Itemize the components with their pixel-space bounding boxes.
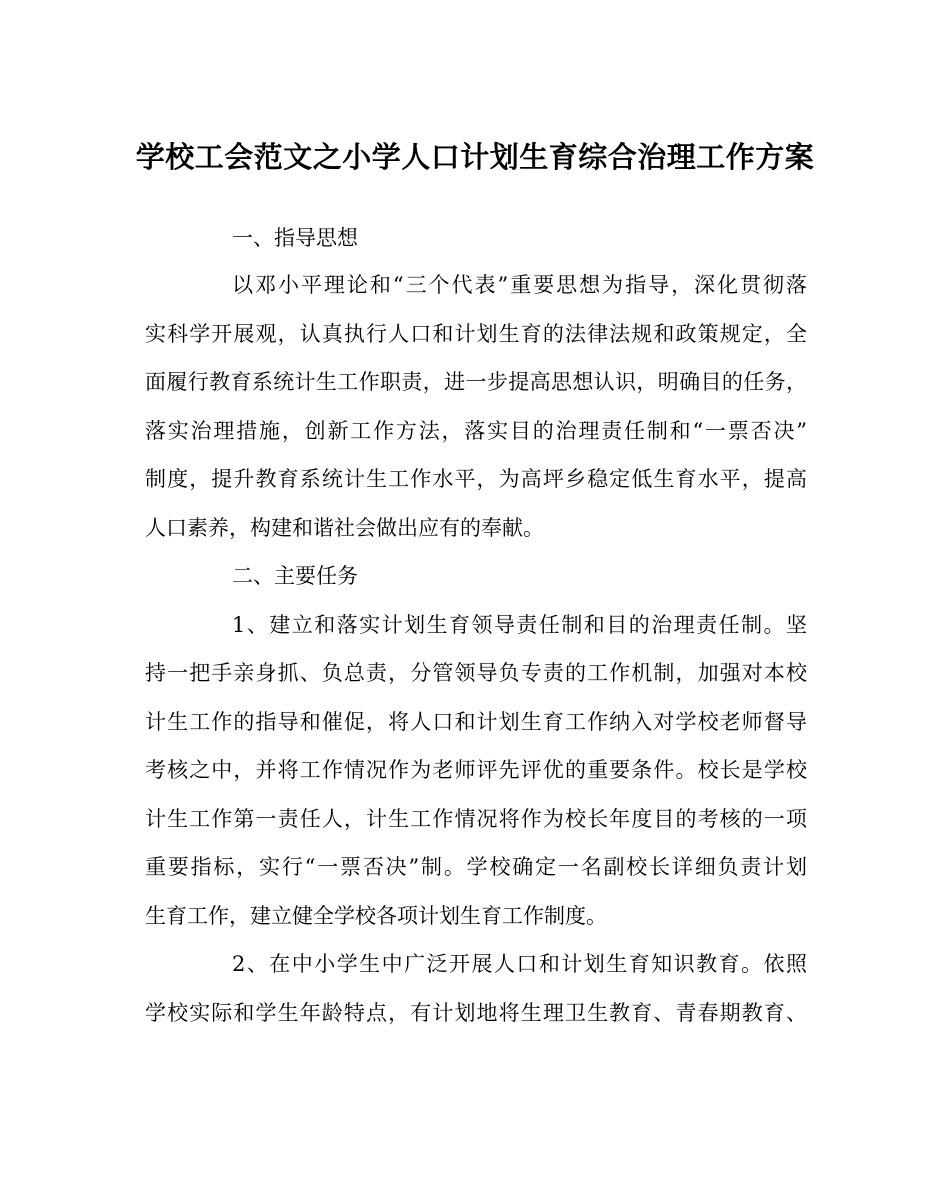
paragraph-line: 制度，提升教育系统计生工作水平，为高坪乡稳定低生育水平，提高 bbox=[145, 467, 807, 491]
paragraph-line: 实科学开展观，认真执行人口和计划生育的法律法规和政策规定，全 bbox=[145, 322, 807, 346]
paragraph-line: 面履行教育系统计生工作职责，进一步提高思想认识，明确目的任务， bbox=[145, 370, 807, 394]
paragraph-line: 计生工作第一责任人，计生工作情况将作为校长年度目的考核的一项 bbox=[145, 807, 807, 831]
section-heading-guiding-ideology: 一、指导思想 bbox=[232, 226, 358, 250]
paragraph-line: 学校实际和学生年龄特点，有计划地将生理卫生教育、青春期教育、 bbox=[145, 1001, 807, 1025]
paragraph-line: 计生工作的指导和催促，将人口和计划生育工作纳入对学校老师督导 bbox=[145, 710, 807, 734]
paragraph-line: 2、在中小学生中广泛开展人口和计划生育知识教育。依照 bbox=[232, 952, 807, 976]
paragraph-line: 持一把手亲身抓、负总责，分管领导负专责的工作机制，加强对本校 bbox=[145, 661, 807, 685]
paragraph-line: 考核之中，并将工作情况作为老师评先评优的重要条件。校长是学校 bbox=[145, 758, 807, 782]
paragraph-line: 以邓小平理论和“三个代表”重要思想为指导，深化贯彻落 bbox=[232, 273, 807, 297]
paragraph-line: 人口素养，构建和谐社会做出应有的奉献。 bbox=[145, 516, 544, 540]
section-heading-main-tasks: 二、主要任务 bbox=[232, 564, 358, 588]
paragraph-line: 重要指标，实行“一票否决”制。学校确定一名副校长详细负责计划 bbox=[145, 855, 807, 879]
paragraph-line: 落实治理措施，创新工作方法，落实目的治理责任制和“一票否决” bbox=[145, 419, 807, 443]
paragraph-line: 生育工作，建立健全学校各项计划生育工作制度。 bbox=[145, 904, 607, 928]
paragraph-line: 1、建立和落实计划生育领导责任制和目的治理责任制。坚 bbox=[232, 613, 807, 637]
document-title: 学校工会范文之小学人口计划生育综合治理工作方案 bbox=[135, 140, 815, 174]
